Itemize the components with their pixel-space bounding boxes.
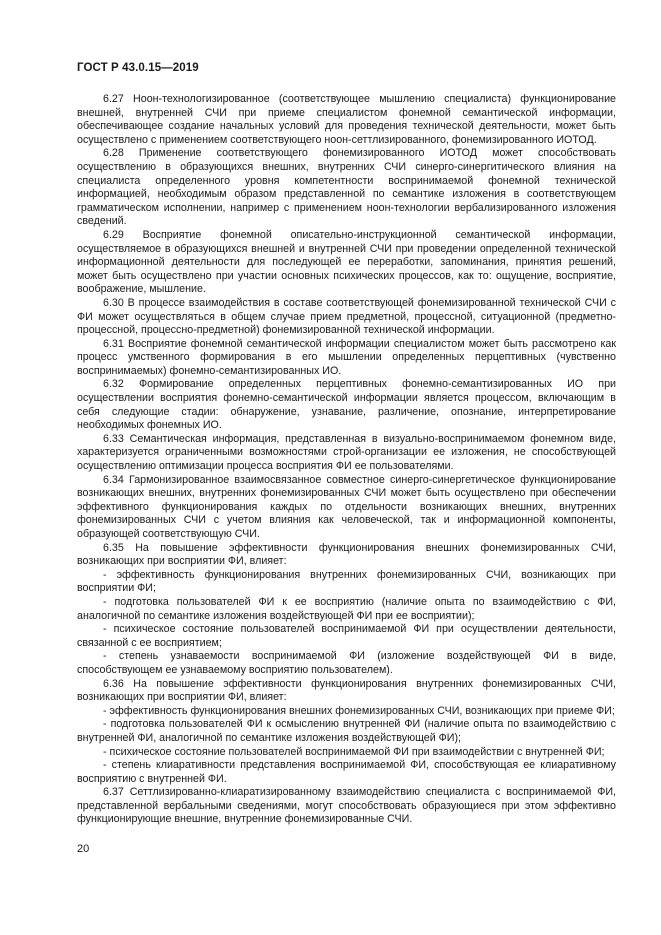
paragraph-6-28: 6.28 Применение соответствующего фонемизированного ИОТОД может способствовать осуществлению в образующихся внешних, внутренних СЧИ синерго-синергитического влияния на специалиста определенного уровня компетентности воспринимаемой фонемной технической информацией, необходимым образом представленной по семантике изложения в соответствующем грамматическом исполнении, например с применением ноон-технологии вербализированного изложения сведений.	[77, 147, 616, 228]
list-item: - эффективность функционирования внешних фонемизированных СЧИ, возникающих при приеме ФИ;	[103, 704, 615, 717]
paragraph-6-35: 6.35 На повышение эффективности функционирования внешних фонемизированных СЧИ, возникающих при восприятии ФИ, влияет:	[77, 541, 616, 568]
document-header: ГОСТ Р 43.0.15—2019	[77, 62, 199, 74]
list-item: - психическое состояние пользователей воспринимаемой ФИ при взаимодействии с внутренней ФИ;	[103, 745, 605, 758]
list-item: - подготовка пользователей ФИ к осмыслению внутренней ФИ (наличие опыта по взаимодействию с внутренней ФИ, аналогичной по семантике изложения воздействующей ФИ);	[77, 718, 616, 744]
list-item: - подготовка пользователей ФИ к ее восприятию (наличие опыта по взаимодействию с ФИ, аналогичной по семантике изложения воздействующей ФИ при ее восприятии);	[77, 595, 616, 622]
paragraph-6-31: 6.31 Восприятие фонемной семантической информации специалистом может быть рассмотрено как процесс умственного формирования в его мышлении определенных перцептивных (чувственно воспринимаемых) фонемно-семантизированных ИО.	[77, 337, 616, 377]
paragraph-6-27: 6.27 Ноон-технологизированное (соответствующее мышлению специалиста) функционирование внешней, внутренней СЧИ при приеме специалистом фонемной семантической информации, обеспечивающее создание начальных условий для проведения технической деятельности, может быть осуществлено с применением соответствующего ноон-сеттлизированного, фонемизированного ИОТОД.	[77, 93, 616, 146]
paragraph-6-29: 6.29 Восприятие фонемной описательно-инструкционной семантической информации, осуществляемое в образующихся внешней и внутренней СЧИ при проведении определенной технической информационной деятельности для последующей ее переработки, запоминания, принятия решений, может быть осуществлено при участии основных психических процессов, как то: ощущение, восприятие, воображение, мышление.	[77, 228, 616, 296]
list-item: - степень узнаваемости воспринимаемой ФИ (изложение воздействующей ФИ в виде, способствующем ее узнаваемому восприятию пользователем).	[77, 650, 616, 676]
paragraph-6-30: 6.30 В процессе взаимодействия в составе соответствующей фонемизированной технической СЧИ с ФИ может осуществляться в общем случае прием предметной, процессной, ситуационной (предметно-процессной, процессно-предметной) фонемизированной технической информации.	[77, 296, 616, 337]
list-item: - психическое состояние пользователей воспринимаемой ФИ при осуществлении деятельности, связанной с ее восприятием;	[77, 623, 616, 649]
paragraph-6-34: 6.34 Гармонизированное взаимосвязанное совместное синерго-синергетическое функционирование возникающих внешних, внутренних фонемизированных СЧИ может быть осуществлено при обеспечении эффективного функционирования каждых по отдельности возникающих внешних, внутренних фонемизированных СЧИ с учетом влияния как человеческой, так и информационной компоненты, образующей соответствующую СЧИ.	[77, 473, 616, 540]
paragraph-6-33: 6.33 Семантическая информация, представленная в визуально-воспринимаемом фонемном виде, характеризуется ограниченными возможностями строй-организации ее изложения, не способствующей осуществлению оптимизации процесса восприятия ФИ ее пользователями.	[77, 432, 616, 473]
page-number: 20	[77, 843, 90, 855]
paragraph-6-37: 6.37 Сеттлизированно-клиаратизированному взаимодействию специалиста с воспринимаемой ФИ, представленной вербальными сведениями, могут способствовать образующиеся при этом эффективно функционирующие внешние, внутренние фонемизированные СЧИ.	[77, 786, 616, 826]
paragraph-6-36: 6.36 На повышение эффективности функционирования внутренних фонемизированных СЧИ, возникающих при восприятии ФИ, влияет:	[77, 677, 616, 704]
list-item: - эффективность функционирования внутренних фонемизированных СЧИ, возникающих при восприятии ФИ;	[77, 568, 616, 595]
paragraph-6-32: 6.32 Формирование определенных перцептивных фонемно-семантизированных ИО при осуществлении восприятия фонемно-семантической информации является процессом, включающим в себя следующие стадии: обнаружение, узнавание, различение, опознание, интерпретирование необходимых фонемных ИО.	[77, 378, 616, 432]
list-item: - степень клиаративности представления воспринимаемой ФИ, способствующая ее клиаративному восприятию с внутренней ФИ.	[77, 759, 616, 785]
document-body	[77, 93, 616, 827]
